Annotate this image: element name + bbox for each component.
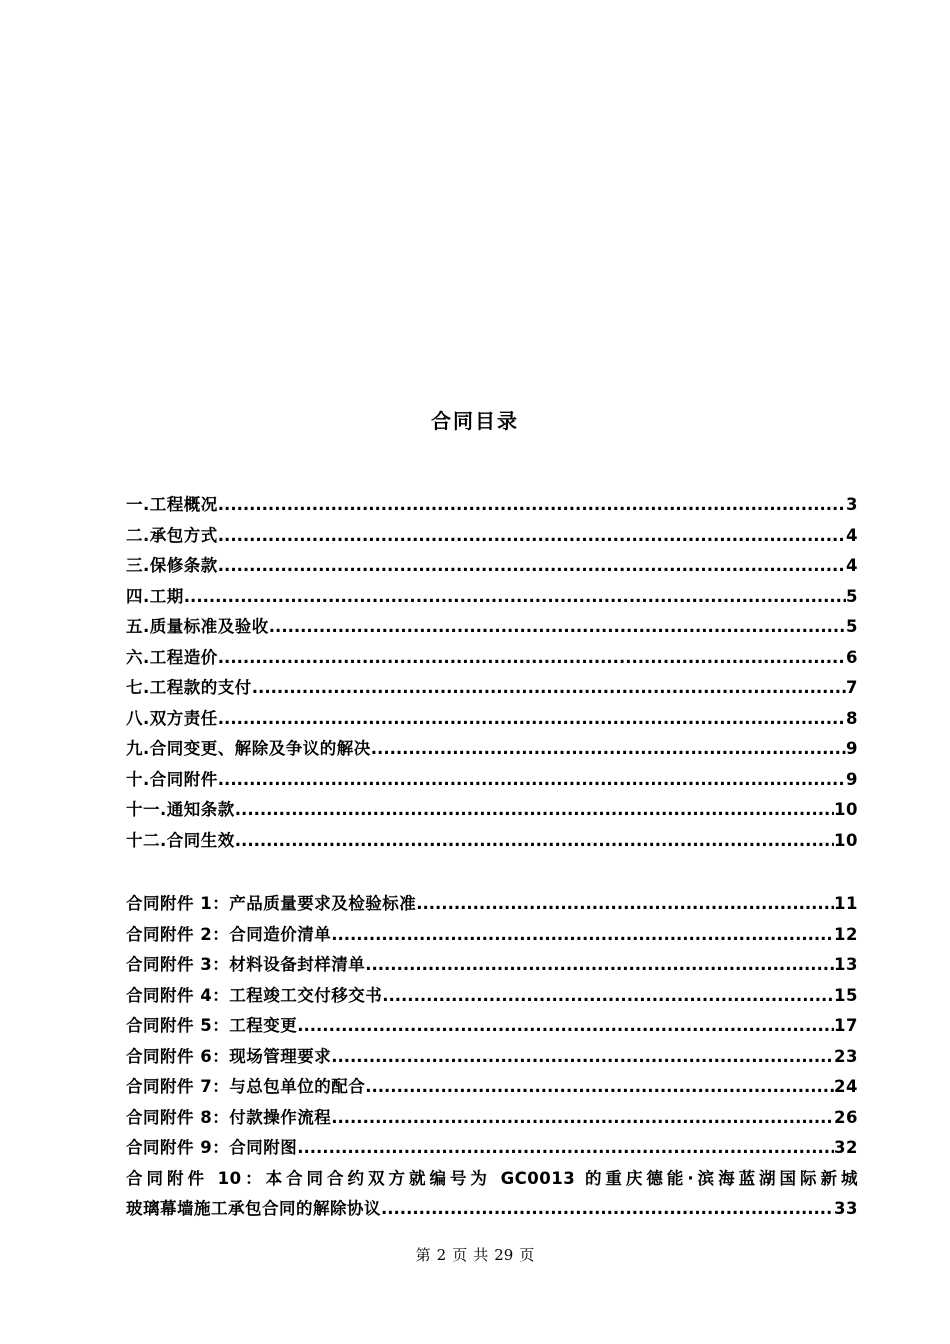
toc-item[interactable]	[126, 673, 858, 704]
toc-item-label: 四.工期	[126, 586, 184, 606]
footer-suffix: 页	[519, 1246, 535, 1264]
toc-leader-dots	[381, 1194, 834, 1225]
toc-leader-dots	[331, 1103, 834, 1134]
toc-item-label-line2: 玻璃幕墙施工承包合同的解除协议	[126, 1199, 381, 1218]
toc-leader-dots	[235, 795, 834, 826]
toc-item-label: 十.合同附件	[126, 769, 218, 789]
toc-leader-dots	[218, 704, 846, 735]
toc-leader-dots	[331, 920, 834, 951]
toc-leader-dots	[235, 826, 834, 857]
toc-title: 合同目录	[431, 409, 519, 433]
toc-leader-dots	[218, 643, 846, 674]
toc-leader-dots	[365, 950, 834, 981]
toc-item[interactable]	[126, 643, 858, 674]
toc-item-page: 10	[834, 830, 858, 850]
toc-item-wrapped-row	[126, 1194, 858, 1225]
toc-item-label: 一.工程概况	[126, 495, 218, 514]
toc-item-label: 八.双方责任	[126, 708, 218, 728]
toc-item-page: 3	[846, 495, 858, 514]
toc-item[interactable]	[126, 734, 858, 765]
toc-item-label-line1: 合同附件 10：本合同合约双方就编号为 GC0013 的重庆德能·滨海蓝湖国际新城	[126, 1168, 858, 1188]
toc-item-label: 十一.通知条款	[126, 800, 235, 819]
toc-item-label: 合同附件 1：产品质量要求及检验标准	[126, 894, 417, 913]
toc-item-label: 九.合同变更、解除及争议的解决	[126, 739, 371, 758]
toc-item-label: 合同附件 3：材料设备封样清单	[126, 955, 366, 974]
toc-item-page: 7	[846, 678, 858, 697]
footer-prefix: 第	[415, 1246, 431, 1264]
toc-item-label: 十二.合同生效	[126, 830, 235, 850]
toc-item-label: 合同附件 4：工程竣工交付移交书	[126, 985, 383, 1005]
toc-item-label: 合同附件 8：付款操作流程	[126, 1107, 332, 1127]
toc-annex-item[interactable]	[126, 1103, 858, 1134]
toc-item-page: 33	[834, 1199, 858, 1218]
toc-item-label: 合同附件 6：现场管理要求	[126, 1046, 332, 1066]
toc-annex-item[interactable]	[126, 920, 858, 951]
toc-item-page: 15	[834, 985, 858, 1005]
toc-leader-dots	[218, 490, 846, 521]
toc-leader-dots	[297, 1011, 834, 1042]
toc-annex-list	[126, 889, 858, 1225]
toc-leader-dots	[297, 1133, 834, 1164]
toc-item-page: 9	[846, 739, 858, 758]
toc-item[interactable]	[126, 795, 858, 826]
toc-item-page: 8	[846, 708, 858, 728]
toc-leader-dots	[331, 1042, 834, 1073]
toc-annex-item[interactable]	[126, 981, 858, 1012]
toc-item-page: 10	[834, 800, 858, 819]
toc-leader-dots	[269, 612, 846, 643]
toc-main-list	[126, 490, 858, 856]
toc-item-page: 4	[846, 525, 858, 545]
toc-item[interactable]	[126, 612, 858, 643]
toc-item-page: 9	[846, 769, 858, 789]
toc-item-label: 合同附件 7：与总包单位的配合	[126, 1077, 366, 1096]
footer-total-pages: 29	[494, 1246, 514, 1264]
footer-current-page: 2	[436, 1246, 447, 1264]
toc-item-label: 六.工程造价	[126, 647, 218, 667]
toc-item-page: 17	[834, 1016, 858, 1035]
toc-leader-dots	[365, 1072, 834, 1103]
toc-annex-item[interactable]	[126, 1011, 858, 1042]
toc-item-page: 11	[834, 894, 858, 913]
toc-annex-item[interactable]	[126, 889, 858, 920]
toc-item[interactable]	[126, 582, 858, 613]
toc-item[interactable]	[126, 765, 858, 796]
toc-leader-dots	[218, 551, 846, 582]
toc-item-page: 26	[834, 1107, 858, 1127]
toc-item-label: 二.承包方式	[126, 525, 218, 545]
toc-item-label: 七.工程款的支付	[126, 678, 252, 697]
page-footer	[0, 1244, 950, 1266]
toc-item-label: 三.保修条款	[126, 556, 218, 575]
toc-item-page: 12	[834, 924, 858, 944]
toc-leader-dots	[218, 765, 846, 796]
toc-item-page: 6	[846, 647, 858, 667]
toc-item[interactable]	[126, 704, 858, 735]
toc-leader-dots	[382, 981, 834, 1012]
toc-item-page: 4	[846, 556, 858, 575]
toc-item-page: 24	[834, 1077, 858, 1096]
toc-item[interactable]	[126, 490, 858, 521]
toc-item-label: 合同附件 9：合同附图	[126, 1138, 298, 1157]
toc-annex-item-last[interactable]	[126, 1164, 858, 1225]
toc-annex-item[interactable]	[126, 1042, 858, 1073]
toc-item-page: 23	[834, 1046, 858, 1066]
toc-leader-dots	[252, 673, 846, 704]
toc-annex-item[interactable]	[126, 950, 858, 981]
toc-item-page: 5	[846, 586, 858, 606]
toc-item[interactable]	[126, 551, 858, 582]
footer-total-word: 共	[473, 1246, 489, 1264]
toc-item-page: 5	[846, 617, 858, 636]
toc-item-label: 五.质量标准及验收	[126, 617, 269, 636]
toc-item[interactable]	[126, 521, 858, 552]
toc-item-label: 合同附件 5：工程变更	[126, 1016, 298, 1035]
toc-item-label: 合同附件 2：合同造价清单	[126, 924, 332, 944]
toc-item[interactable]	[126, 826, 858, 857]
toc-leader-dots	[371, 734, 846, 765]
toc-leader-dots	[218, 521, 846, 552]
toc-leader-dots	[184, 582, 846, 613]
toc-item-page: 32	[834, 1138, 858, 1157]
toc-leader-dots	[416, 889, 834, 920]
footer-page-word: 页	[452, 1246, 468, 1264]
toc-item-page: 13	[834, 955, 858, 974]
toc-annex-item[interactable]	[126, 1072, 858, 1103]
toc-annex-item[interactable]	[126, 1133, 858, 1164]
